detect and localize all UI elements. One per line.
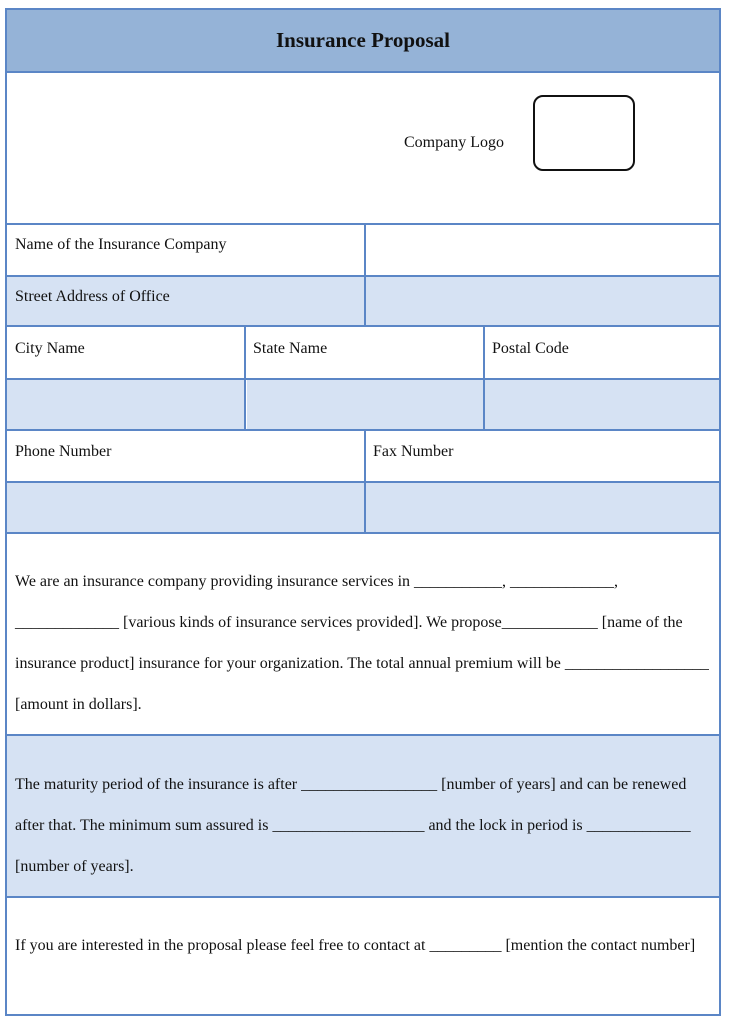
- insurance-proposal-form: [5, 8, 721, 1016]
- maturity-paragraph: The maturity period of the insurance is after _________________ [number of years] and can be renewed after that. The minimum sum assured is ___________________ and the lock in period is _____________ [number of years].: [15, 776, 691, 875]
- city-label: City Name: [15, 340, 85, 357]
- phone-field[interactable]: [7, 483, 364, 532]
- company-name-field[interactable]: [366, 225, 719, 275]
- divider: [7, 429, 719, 431]
- company-logo-label: Company Logo: [404, 134, 504, 151]
- fax-label: Fax Number: [373, 443, 454, 460]
- divider: [7, 325, 719, 327]
- intro-paragraph: We are an insurance company providing insurance services in ___________, _____________, _____________ [various kinds of insurance services provided]. We propose____________ [name of the insurance product] insurance for your organization. The total annual premium will be __________________ [amount in dollars].: [15, 573, 709, 713]
- postal-code-field[interactable]: [485, 380, 719, 429]
- divider: [244, 325, 246, 431]
- divider: [7, 532, 719, 534]
- street-address-field[interactable]: [366, 277, 719, 325]
- company-logo-placeholder[interactable]: [533, 95, 635, 171]
- divider: [364, 429, 366, 534]
- form-title: Insurance Proposal: [275, 28, 451, 52]
- divider: [7, 71, 719, 73]
- title-bar: [7, 10, 719, 71]
- contact-paragraph: If you are interested in the proposal please feel free to contact at _________ [mention the contact number]: [15, 937, 696, 954]
- state-label: State Name: [253, 340, 328, 357]
- divider: [483, 325, 485, 431]
- city-field[interactable]: [7, 380, 244, 429]
- postal-code-label: Postal Code: [492, 340, 569, 357]
- divider: [7, 896, 719, 898]
- street-address-label: Street Address of Office: [15, 288, 170, 305]
- phone-label: Phone Number: [15, 443, 112, 460]
- fax-field[interactable]: [366, 483, 719, 532]
- company-name-label: Name of the Insurance Company: [15, 236, 227, 253]
- state-field[interactable]: [247, 380, 483, 429]
